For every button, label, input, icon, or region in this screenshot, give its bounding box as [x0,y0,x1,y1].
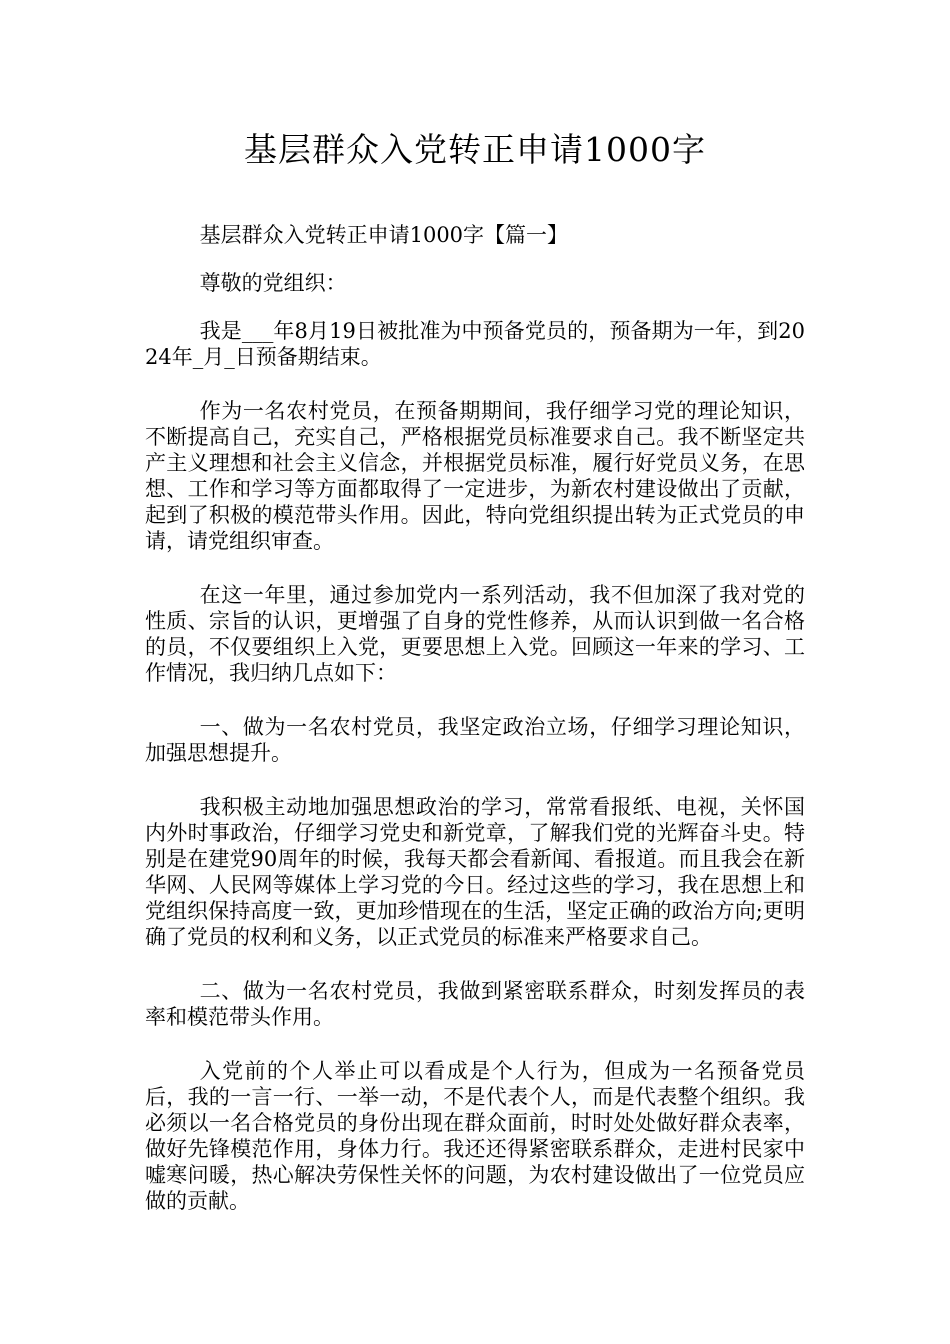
document-title: 基层群众入党转正申请1000字 [244,130,706,169]
paragraph: 在这一年里，通过参加党内一系列活动，我不但加深了我对党的性质、宗旨的认识，更增强了自身的党性修养，从而认识到做一名合格的员，不仅要组织上入党，更要思想上入党。回顾这一年来的学习、工作情况，我归纳几点如下： [145,583,805,685]
paragraph: 我积极主动地加强思想政治的学习，常常看报纸、电视，关怀国内外时事政治，仔细学习党史和新党章，了解我们党的光辉奋斗史。特别是在建党90周年的时候，我每天都会看新闻、看报道。而且我会在新华网、人民网等媒体上学习党的今日。经过这些的学习，我在思想上和党组织保持高度一致，更加珍惜现在的生活，坚定正确的政治方向;更明确了党员的权利和义务，以正式党员的标准来严格要求自己。 [145,795,805,949]
paragraph: 我是___年8月19日被批准为中预备党员的，预备期为一年，到2024年_月_日预备期结束。 [145,319,805,369]
document-body [145,222,805,1242]
paragraph: 入党前的个人举止可以看成是个人行为，但成为一名预备党员后，我的一言一行、一举一动，不是代表个人，而是代表整个组织。我必须以一名合格党员的身份出现在群众面前，时时处处做好群众表率，做好先锋模范作用，身体力行。我还还得紧密联系群众，走进村民家中嘘寒问暖，热心解决劳保性关怀的问题，为农村建设做出了一位党员应做的贡献。 [145,1059,805,1213]
document-subtitle: 基层群众入党转正申请1000字【篇一】 [199,223,569,247]
section-heading-paragraph: 一、做为一名农村党员，我坚定政治立场，仔细学习理论知识，加强思想提升。 [145,715,805,765]
paragraph: 作为一名农村党员，在预备期期间，我仔细学习党的理论知识，不断提高自己，充实自己，严格根据党员标准要求自己。我不断坚定共产主义理想和社会主义信念，并根据党员标准，履行好党员义务，在思想、工作和学习等方面都取得了一定进步，为新农村建设做出了贡献，起到了积极的模范带头作用。因此，特向党组织提出转为正式党员的申请，请党组织审查。 [145,399,805,553]
section-heading-paragraph: 二、做为一名农村党员，我做到紧密联系群众，时刻发挥员的表率和模范带头作用。 [145,979,805,1029]
salutation: 尊敬的党组织： [199,271,347,295]
